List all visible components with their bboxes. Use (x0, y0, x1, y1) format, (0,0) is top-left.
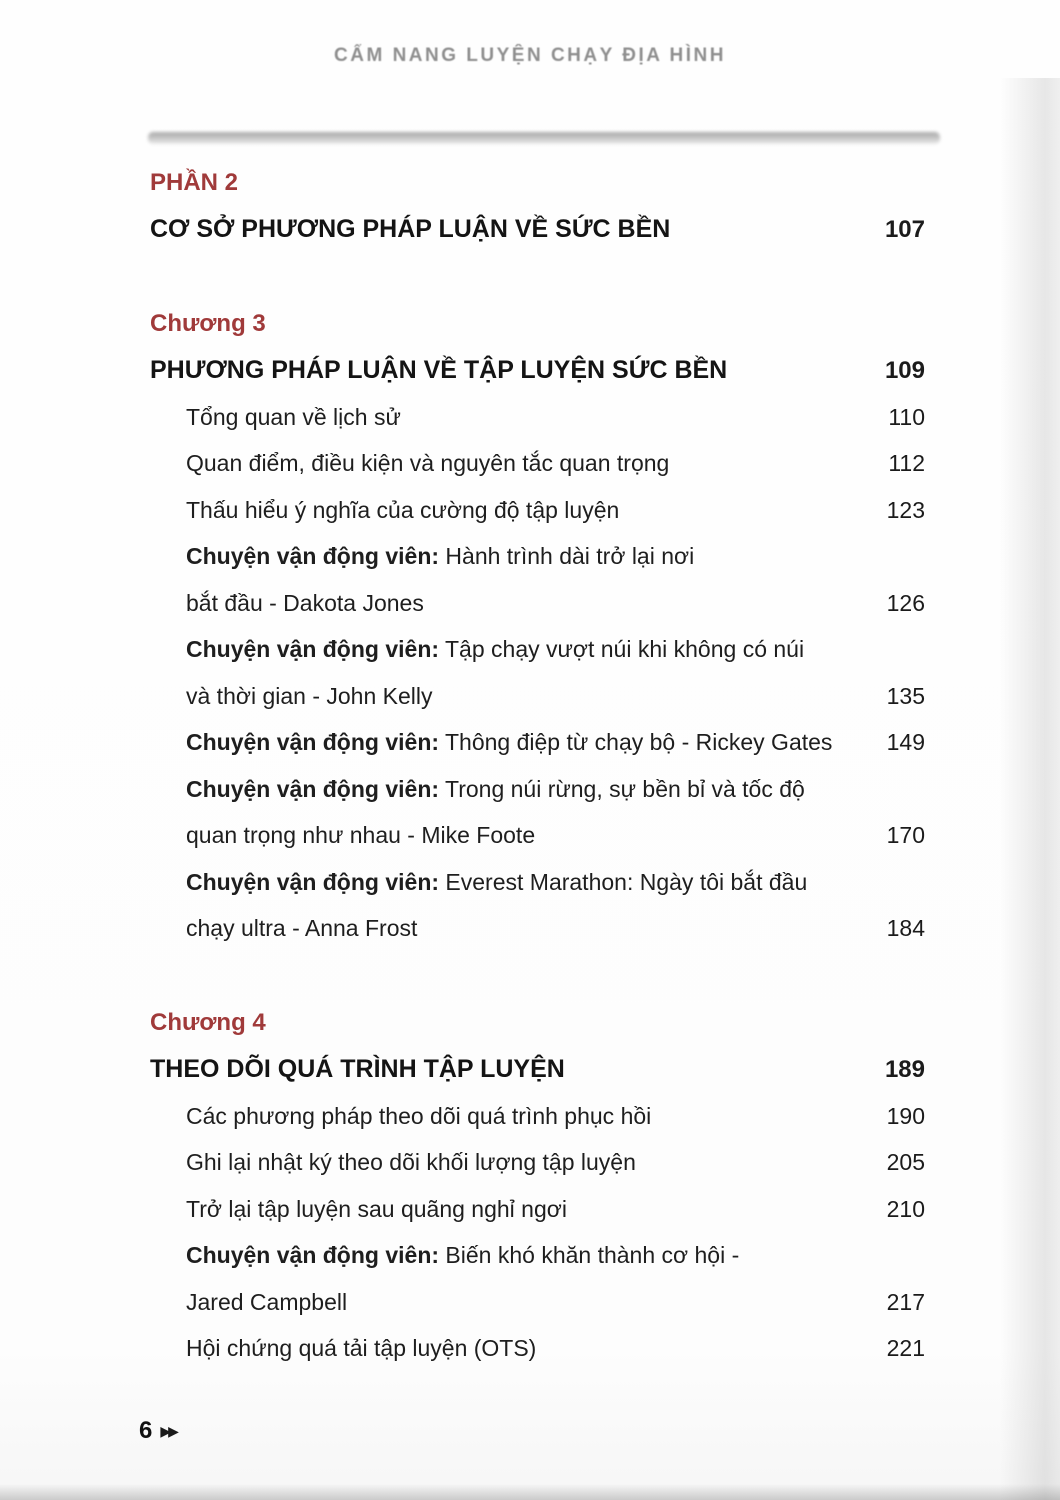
toc-page-number: 205 (886, 1149, 925, 1176)
toc-entry-text: Chuyện vận động viên: Tập chạy vượt núi khi không có núi (186, 636, 805, 663)
toc-entry-text: Chương 4 (150, 1009, 266, 1037)
toc-page-number: 149 (886, 729, 925, 756)
toc-entry-text: chạy ultra - Anna Frost (186, 915, 418, 942)
toc-row-cont (0, 906, 1060, 953)
toc-entry-bold-prefix: Chuyện vận động viên: (186, 636, 440, 663)
toc-page-number: 189 (884, 1055, 925, 1083)
toc-row-chapter-label (0, 301, 1060, 348)
toc-entry-text: PHẦN 2 (150, 169, 239, 197)
toc-entry-text: bắt đầu - Dakota Jones (186, 589, 424, 616)
toc-row-chapter-title (0, 1047, 1060, 1094)
toc-page-number: 190 (886, 1102, 925, 1129)
toc-entry-text: Chuyện vận động viên: Everest Marathon: Ngày tôi bắt đầu (186, 868, 808, 895)
toc-row-story (0, 720, 1060, 767)
toc-page-number: 107 (884, 215, 925, 243)
scan-edge-bottom (0, 1484, 1060, 1500)
toc-entry-text: Thấu hiểu ý nghĩa của cường độ tập luyện (186, 496, 620, 523)
toc-entry-text: CƠ SỞ PHƯƠNG PHÁP LUẬN VỀ SỨC BỀN (150, 215, 671, 244)
toc-row-cont (0, 1279, 1060, 1326)
toc-entry-text: Trở lại tập luyện sau quãng nghỉ ngơi (186, 1195, 567, 1222)
toc-row-entry (0, 487, 1060, 534)
toc-entry-bold-prefix: Chuyện vận động viên: (186, 775, 440, 802)
toc-entry-text: Quan điểm, điều kiện và nguyên tắc quan trọng (186, 450, 670, 477)
toc-row-entry (0, 1186, 1060, 1233)
toc-page-number: 221 (886, 1335, 925, 1362)
toc-row-cont (0, 673, 1060, 720)
footer-page-number: 6 (139, 1417, 153, 1444)
toc-entry-text: Chuyện vận động viên: Biến khó khăn thành cơ hội - (186, 1242, 740, 1269)
toc-gap (0, 952, 1060, 1000)
toc-entry-text: Tổng quan về lịch sử (186, 403, 401, 430)
toc-entry-text: Ghi lại nhật ký theo dõi khối lượng tập luyện (186, 1149, 636, 1176)
toc-row-cont (0, 580, 1060, 627)
toc-entry-text: Chương 3 (150, 310, 266, 338)
toc-entry-text: Các phương pháp theo dõi quá trình phục hồi (186, 1102, 652, 1129)
toc-row-story (0, 627, 1060, 674)
toc-page-number: 109 (884, 356, 925, 384)
toc-entry-text: quan trọng như nhau - Mike Foote (186, 822, 536, 849)
toc-entry-text: và thời gian - John Kelly (186, 682, 433, 709)
toc-entry-text: Jared Campbell (186, 1288, 348, 1315)
toc-page-number: 217 (886, 1288, 925, 1315)
toc-row-story (0, 1233, 1060, 1280)
toc-row-entry (0, 1140, 1060, 1187)
toc-row-story (0, 766, 1060, 813)
toc-entry-bold-prefix: Chuyện vận động viên: (186, 543, 440, 570)
toc-gap (0, 253, 1060, 301)
toc-row-part-title (0, 207, 1060, 254)
toc-entry-text: Chuyện vận động viên: Hành trình dài trở lại nơi (186, 543, 695, 570)
page-curl-shadow (148, 132, 940, 144)
toc-row-part-label (0, 160, 1060, 207)
forward-arrows-icon: ▶▶ (160, 1422, 176, 1439)
toc (0, 160, 1060, 1372)
toc-row-story (0, 859, 1060, 906)
toc-page-number: 184 (886, 915, 925, 942)
toc-row-entry (0, 441, 1060, 488)
toc-page-number: 126 (886, 589, 925, 616)
toc-row-entry (0, 394, 1060, 441)
toc-row-entry (0, 1326, 1060, 1373)
toc-entry-bold-prefix: Chuyện vận động viên: (186, 729, 440, 756)
toc-page-number: 123 (886, 496, 925, 523)
toc-page-number: 210 (886, 1195, 925, 1222)
toc-page-number: 170 (886, 822, 925, 849)
toc-page-number: 112 (888, 450, 925, 477)
toc-entry-text: Chuyện vận động viên: Thông điệp từ chạy bộ - Rickey Gates (186, 729, 833, 756)
toc-row-cont (0, 813, 1060, 860)
toc-row-chapter-title (0, 348, 1060, 395)
running-header: CẨM NANG LUYỆN CHẠY ĐỊA HÌNH (334, 45, 726, 66)
toc-entry-text: THEO DÕI QUÁ TRÌNH TẬP LUYỆN (150, 1055, 565, 1084)
toc-row-story (0, 534, 1060, 581)
toc-entry-text: Chuyện vận động viên: Trong núi rừng, sự bền bỉ và tốc độ (186, 775, 805, 802)
toc-page-number: 110 (888, 403, 925, 430)
toc-page-number: 135 (886, 682, 925, 709)
toc-row-chapter-label (0, 1000, 1060, 1047)
toc-row-entry (0, 1093, 1060, 1140)
toc-entry-text: Hội chứng quá tải tập luyện (OTS) (186, 1335, 537, 1362)
footer (139, 1417, 176, 1445)
toc-entry-text: PHƯƠNG PHÁP LUẬN VỀ TẬP LUYỆN SỨC BỀN (150, 356, 728, 385)
toc-entry-bold-prefix: Chuyện vận động viên: (186, 1242, 440, 1269)
toc-entry-bold-prefix: Chuyện vận động viên: (186, 868, 440, 895)
